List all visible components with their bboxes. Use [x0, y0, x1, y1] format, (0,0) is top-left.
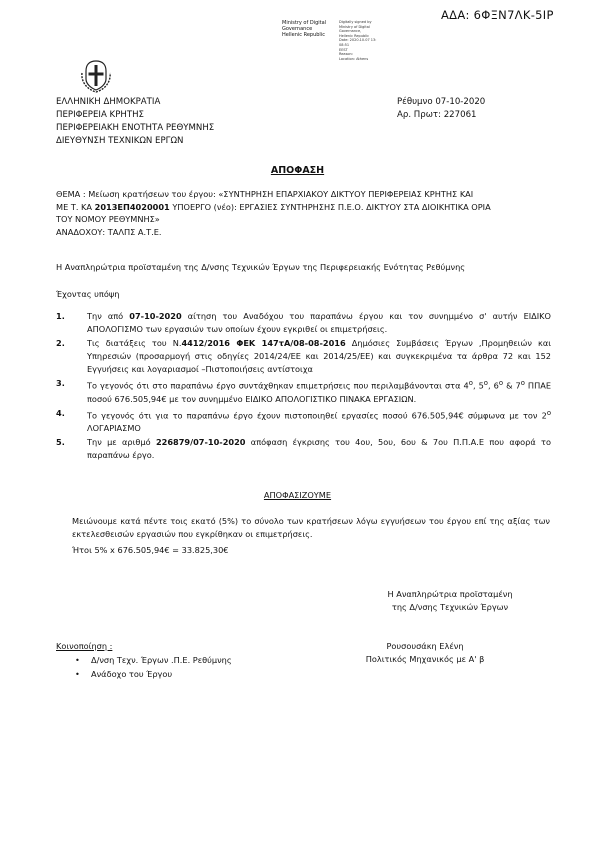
sender-line: ΕΛΛΗΝΙΚΗ ΔΗΜΟΚΡΑΤΙΑ [56, 97, 161, 107]
contractor-line: ΑΝΑΔΟΧΟΥ: ΤΑΛΠΣ Α.Τ.Ε. [56, 226, 162, 237]
ordinal-suffix: ο [520, 379, 525, 387]
decision-text: Μειώνουμε κατά πέντε τοις εκατό (5%) το σύνολο των κρατήσεων λόγω εγγυήσεων του έργου επί της αξίας των εκτελεσθεισών εργασιών που εγκρίθηκαν οι επιμετρήσεις. [72, 516, 550, 539]
bullet-icon: • [75, 655, 80, 665]
sender-line: ΠΕΡΙΦΕΡΕΙΑΚΗ ΕΝΟΤΗΤΑ ΡΕΘΥΜΝΗΣ [56, 123, 215, 133]
signature-detail-line: Digitally signed by [339, 20, 372, 24]
sender-line: ΔΙΕΥΘΥΝΣΗ ΤΕΧΝΙΚΩΝ ΕΡΓΩΝ [56, 136, 184, 146]
signature-detail-line: Date: 2020.10.07 13: [339, 38, 377, 43]
item-text: & 7 [503, 380, 521, 391]
notification-recipient: Ανάδοχο του Έργου [91, 669, 173, 679]
item-text: Την από [87, 311, 130, 321]
ordinal-suffix: ο [483, 379, 488, 387]
ordinal-suffix: ο [546, 408, 551, 417]
approval-reference: 226879/07-10-2020 [155, 437, 246, 448]
item-text: ΛΟΓΑΡΙΑΣΜΟ [87, 423, 141, 434]
item-text: , 6 [487, 380, 499, 391]
notification-heading: Κοινοποίηση : [56, 641, 113, 651]
item-text: αίτηση του Αναδόχου του παραπάνω έργου και τον συνημμένο σ' αυτήν ΕΙΔΙΚΟ ΑΠΟΛΟΓΙΣΜΟ των εργασιών των οποίων έχουν εγκριθεί οι επιμετρήσεις. [87, 311, 551, 334]
signature-detail-line: Hellenic Republic [339, 33, 370, 38]
list-item [56, 337, 551, 376]
item-number: 5. [56, 437, 65, 448]
signature-detail-line: Location: Athens [339, 56, 369, 61]
item-text: ΠΠΑΕ ποσού 676.505,94€ με τον συνημμένο ΕΙΔΙΚΟ ΑΠΟΛΟΓΙΣΤΙΚΟ ΠΙΝΑΚΑ ΕΡΓΑΣΙΩΝ. [87, 380, 552, 404]
list-item [60, 653, 232, 667]
signatory-name-block [320, 640, 530, 666]
signature-line: Hellenic Republic [282, 32, 325, 38]
item-text: Το γεγονός ότι στο παραπάνω έργο συντάχθηκαν επιμετρήσεις που περιλαμβάνονται στα 4 [87, 380, 469, 391]
subject-line: ΘΕΜΑ : Μείωση κρατήσεων του έργου: «ΣΥΝΤΗΡΗΣΗ ΕΠΑΡΧΙΑΚΟΥ ΔΙΚΤΥΟΥ ΠΕΡΙΦΕΡΕΙΑΣ ΚΡΗΤΗΣ ΚΑΙ [56, 189, 474, 199]
signature-detail-line: Reason: [339, 52, 353, 57]
item-number: 1. [56, 311, 65, 321]
signature-line: Governance [282, 26, 313, 32]
bullet-icon: • [75, 669, 80, 679]
list-item [56, 377, 551, 406]
decision-heading: ΑΠΟΦΑΣΙΖΟΥΜΕ [263, 490, 332, 500]
sender-block [56, 97, 214, 147]
subject-block [56, 188, 551, 238]
intro-text: Η Αναπληρώτρια προϊσταμένη της Δ/νσης Τεχνικών Έργων της Περιφερειακής Ενότητας Ρεθύμνης [56, 262, 466, 272]
subject-line: ΤΟΥ ΝΟΜΟΥ ΡΕΘΥΜΝΗΣ» [56, 214, 160, 224]
list-item [60, 667, 232, 681]
signature-detail-line: Governance, [339, 29, 362, 34]
signature-detail-line: EEST [339, 47, 348, 52]
ada-code: ΑΔΑ: 6ΦΞΝ7ΛΚ-5ΙΡ [441, 8, 554, 22]
having-regard-heading: Έχοντας υπόψη [56, 289, 120, 299]
signature-detail-line: 08:51 [339, 42, 350, 47]
item-number: 3. [56, 378, 65, 388]
item-date: 07-10-2020 [129, 311, 182, 321]
list-item [56, 407, 551, 436]
item-text: Την με αριθμό [87, 437, 156, 448]
ordinal-suffix: ο [468, 379, 473, 387]
item-number: 4. [56, 407, 65, 418]
list-item [56, 436, 551, 462]
sender-line: ΠΕΡΙΦΕΡΕΙΑ ΚΡΗΤΗΣ [56, 110, 144, 120]
document-date: Ρέθυμνο 07-10-2020 [397, 97, 486, 107]
digital-signature-details [339, 20, 376, 61]
signatory-department: της Δ/νσης Τεχνικών Έργων [391, 602, 509, 612]
considerations-list [56, 310, 551, 462]
ordinal-suffix: ο [498, 379, 504, 387]
document-title: ΑΠΟΦΑΣΗ [270, 165, 325, 176]
subject-text: ΥΠΟΕΡΓΟ (νέο): ΕΡΓΑΣΙΕΣ ΣΥΝΤΗΡΗΣΗΣ Π.Ε.Ο. ΔΙΚΤΥΟΥ ΣΤΑ ΔΙΟΙΚΗΤΙΚΑ ΟΡΙΑ [169, 201, 491, 212]
law-reference: 4412/2016 ΦΕΚ 147τΑ/08-08-2016 [181, 338, 346, 348]
item-text: Το γεγονός ότι για το παραπάνω έργο έχουν πιστοποιηθεί εργασίες ποσού 676.505,94€ σύμφωνα με τον 2 [87, 410, 547, 421]
greek-coat-of-arms-icon [79, 55, 113, 93]
protocol-number: Αρ. Πρωτ: 227061 [397, 110, 477, 120]
subject-text: ΜΕ Τ. ΚΑ [56, 201, 95, 212]
signatory-name: Ρουσουσάκη Ελένη [386, 641, 464, 651]
project-code: 2013ΕΠ4020001 [94, 201, 170, 212]
signature-detail-line: Ministry of Digital [339, 24, 370, 29]
date-block [397, 97, 485, 121]
item-text: απόφαση έγκρισης του 4ου, 5ου, 6ου & 7ου Π.Π.Α.Ε που αφορά το παραπάνω έργο. [87, 437, 551, 461]
item-text: Τις διατάξεις του Ν. [87, 338, 182, 348]
item-text: Δημόσιες Συμβάσεις Έργων ,Προμηθειών και Υπηρεσιών (προσαρμογή στις οδηγίες 2014/24/ΕΕ και 2014/25/ΕΕ) και συγκεκριμένα τα άρθρα 72 και 152 Εγγυήσεις και λογαριασμοί –Πιστοποιήσεις αντίστοιχα [87, 338, 552, 374]
notification-recipient: Δ/νση Τεχν. Έργων .Π.Ε. Ρεθύμνης [91, 655, 232, 665]
item-number: 2. [56, 338, 65, 348]
signatory-title: Πολιτικός Μηχανικός με Α' β [365, 654, 485, 664]
subject-line [56, 201, 551, 214]
signature-line: Ministry of Digital [282, 20, 327, 26]
digital-signature-block [282, 20, 326, 38]
notification-list [60, 653, 232, 681]
signatory-block [345, 588, 555, 614]
signatory-role: Η Αναπληρώτρια προϊσταμένη [387, 589, 513, 599]
calculation-line: Ήτοι 5% x 676.505,94€ = 33.825,30€ [72, 545, 229, 555]
item-text: , 5 [472, 380, 484, 391]
list-item [56, 310, 551, 336]
